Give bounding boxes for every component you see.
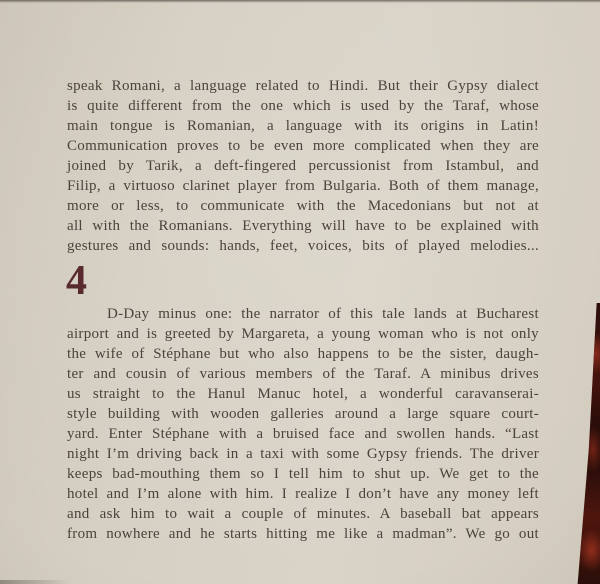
text-line: the wife of Stéphane but who also happens to be the sister, daugh- [67, 346, 539, 362]
section-number: 4 [66, 258, 87, 304]
text-line: style building with wooden galleries around a large square court- [67, 406, 539, 422]
text-line: Filip, a virtuoso clarinet player from Bulgaria. Both of them manage, [67, 178, 539, 194]
text-line: keeps bad-mouthing them so I tell him to shut up. We get to the [67, 466, 539, 482]
text-line: more or less, to communicate with the Macedonians but not at [67, 198, 539, 214]
text-line: is quite different from the one which is used by the Taraf, whose [67, 98, 539, 114]
text-line: us straight to the Hanul Manuc hotel, a wonderful caravanserai- [67, 386, 539, 402]
text-line: all with the Romanians. Everything will have to be explained with [67, 218, 539, 234]
text-line: joined by Tarik, a deft-fingered percussionist from Istambul, and [67, 158, 539, 174]
page-text-block [67, 76, 539, 544]
text-line: speak Romani, a language related to Hindi. But their Gypsy dialect [67, 78, 539, 94]
photo-bottom-edge [0, 580, 70, 584]
book-cover-edge [572, 303, 600, 584]
paragraph-2 [67, 304, 539, 544]
text-line: hotel and I’m alone with him. I realize I don’t have any money left [67, 486, 539, 502]
text-line: night I’m driving back in a taxi with some Gypsy friends. The driver [67, 446, 539, 462]
text-line: yard. Enter Stéphane with a bruised face and swollen hands. “Last [67, 426, 539, 442]
paragraph-1 [67, 76, 539, 256]
text-line: D-Day minus one: the narrator of this tale lands at Bucharest [107, 306, 539, 322]
text-line: main tongue is Romanian, a language with its origins in Latin! [67, 118, 539, 134]
text-line: airport and is greeted by Margareta, a young woman who is not only [67, 326, 539, 342]
text-line: ter and cousin of various members of the Taraf. A minibus drives [67, 366, 539, 382]
text-line: and ask him to wait a couple of minutes. A baseball bat appears [67, 506, 539, 522]
text-line: from nowhere and he starts hitting me like a madman”. We go out [67, 526, 539, 542]
text-line: Communication proves to be even more complicated when they are [67, 138, 539, 154]
text-line: gestures and sounds: hands, feet, voices, bits of played melodies... [67, 238, 539, 254]
photo-top-edge [0, 0, 600, 3]
